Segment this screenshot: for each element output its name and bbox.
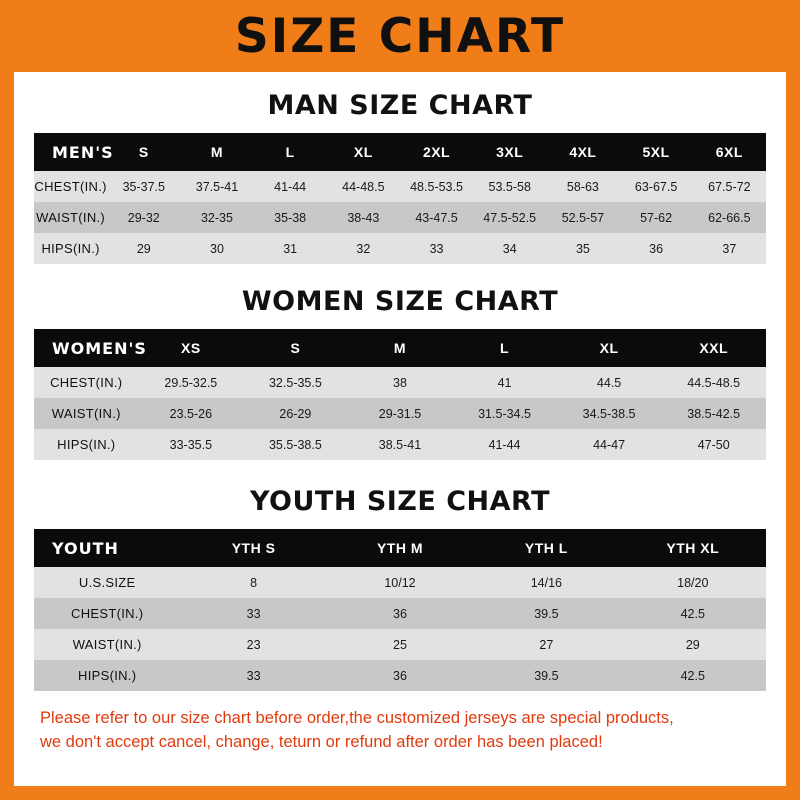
- youth-corner-label: YOUTH: [52, 538, 119, 558]
- men-r2-c4: 33: [429, 241, 444, 256]
- men-r2-c7: 36: [649, 241, 664, 256]
- women-corner-label: WOMEN'S: [52, 338, 147, 358]
- footer-note: [40, 707, 760, 755]
- men-r0-c6: 58-63: [566, 179, 599, 194]
- youth-r1-c1: 36: [393, 606, 407, 621]
- men-col-4: 2XL: [422, 144, 451, 160]
- women-r2-c2: 38.5-41: [378, 437, 422, 452]
- men-r2-c3: 32: [356, 241, 371, 256]
- men-r1-c7: 57-62: [640, 210, 673, 225]
- table-row: [34, 171, 766, 202]
- women-col-0: XS: [181, 340, 201, 356]
- youth-size-table: [34, 529, 766, 691]
- men-r0-c2: 41-44: [274, 179, 307, 194]
- youth-r1-c3: 42.5: [680, 606, 705, 621]
- youth-r1-c2: 39.5: [534, 606, 559, 621]
- men-col-5: 3XL: [496, 144, 524, 160]
- men-table-head: [34, 133, 766, 171]
- men-r1-c6: 52.5-57: [561, 210, 605, 225]
- youth-r3-c2: 39.5: [534, 668, 559, 683]
- men-r1-c4: 43-47.5: [415, 210, 458, 225]
- men-col-0: S: [138, 144, 149, 160]
- women-col-5: XXL: [699, 340, 729, 356]
- table-row: [34, 598, 766, 629]
- men-r2-c8: 37: [722, 241, 737, 256]
- women-r0-c4: 44.5: [596, 375, 622, 390]
- women-size-table: [34, 329, 766, 460]
- women-col-1: S: [290, 340, 301, 356]
- men-header-row: [34, 133, 766, 171]
- women-header-row: [34, 329, 766, 367]
- men-r0-c1: 37.5-41: [195, 179, 239, 194]
- men-r2-c6: 35: [575, 241, 590, 256]
- youth-row-2-label: WAIST(IN.): [72, 637, 142, 652]
- men-r2-c2: 31: [283, 241, 298, 256]
- youth-col-3: YTH XL: [666, 540, 720, 556]
- women-row-2-label: HIPS(IN.): [57, 437, 116, 452]
- men-r2-c0: 29: [136, 241, 151, 256]
- women-col-3: L: [500, 340, 510, 356]
- youth-r2-c3: 29: [685, 637, 700, 652]
- table-row: [34, 398, 766, 429]
- youth-row-0-label: U.S.SIZE: [78, 575, 136, 590]
- youth-row-3-label: HIPS(IN.): [78, 668, 137, 683]
- women-col-4: XL: [599, 340, 619, 356]
- men-table-body: [34, 171, 766, 264]
- women-r2-c4: 44-47: [593, 437, 626, 452]
- men-r2-c5: 34: [502, 241, 517, 256]
- youth-section-title: YOUTH SIZE CHART: [249, 486, 551, 517]
- men-col-1: M: [210, 144, 224, 160]
- women-table-body: [34, 367, 766, 460]
- men-r0-c0: 35-37.5: [122, 179, 165, 194]
- women-r1-c2: 29-31.5: [378, 406, 422, 421]
- bottom-border-bar: [0, 786, 800, 800]
- table-row: [34, 233, 766, 264]
- women-r1-c5: 38.5-42.5: [687, 406, 741, 421]
- men-r0-c8: 67.5-72: [708, 179, 751, 194]
- youth-r0-c1: 10/12: [384, 575, 416, 590]
- youth-row-1-label: CHEST(IN.): [71, 606, 144, 621]
- youth-r3-c0: 33: [246, 668, 261, 683]
- content: [14, 90, 786, 755]
- men-row-0-label: CHEST(IN.): [34, 179, 107, 194]
- men-col-6: 4XL: [569, 144, 597, 160]
- men-r1-c2: 35-38: [274, 210, 307, 225]
- men-r0-c7: 63-67.5: [634, 179, 678, 194]
- youth-r1-c0: 33: [246, 606, 261, 621]
- youth-table-head: [34, 529, 766, 567]
- men-row-2-label: HIPS(IN.): [41, 241, 100, 256]
- women-r1-c4: 34.5-38.5: [582, 406, 636, 421]
- men-r1-c0: 29-32: [127, 210, 160, 225]
- youth-col-1: YTH M: [376, 540, 423, 556]
- men-r0-c4: 48.5-53.5: [410, 179, 463, 194]
- youth-col-2: YTH L: [524, 540, 568, 556]
- women-col-2: M: [393, 340, 407, 356]
- women-r0-c1: 32.5-35.5: [268, 375, 322, 390]
- men-r1-c3: 38-43: [347, 210, 380, 225]
- women-r2-c5: 47-50: [697, 437, 730, 452]
- women-r1-c1: 26-29: [279, 406, 312, 421]
- footer-note-line-2: we don't accept cancel, change, teturn or refund after order has been placed!: [40, 732, 603, 751]
- men-corner-label: MEN'S: [52, 142, 114, 162]
- youth-r2-c1: 25: [393, 637, 407, 652]
- table-row: [34, 567, 766, 598]
- men-r0-c5: 53.5-58: [488, 179, 531, 194]
- table-row: [34, 367, 766, 398]
- banner: [0, 0, 800, 72]
- men-r1-c1: 32-35: [200, 210, 233, 225]
- women-r0-c0: 29.5-32.5: [164, 375, 218, 390]
- youth-r2-c0: 23: [246, 637, 261, 652]
- men-col-7: 5XL: [642, 144, 670, 160]
- women-r0-c3: 41: [497, 375, 512, 390]
- youth-r0-c2: 14/16: [530, 575, 562, 590]
- women-r1-c3: 31.5-34.5: [478, 406, 531, 421]
- table-row: [34, 629, 766, 660]
- youth-r2-c2: 27: [539, 637, 554, 652]
- youth-r0-c3: 18/20: [677, 575, 709, 590]
- men-col-2: L: [285, 144, 295, 160]
- youth-r3-c3: 42.5: [680, 668, 705, 683]
- men-size-table: [34, 133, 766, 264]
- women-table-head: [34, 329, 766, 367]
- women-row-0-label: CHEST(IN.): [50, 375, 123, 390]
- women-section-title: WOMEN SIZE CHART: [241, 286, 559, 317]
- man-section-title: MAN SIZE CHART: [267, 90, 533, 121]
- men-r1-c5: 47.5-52.5: [483, 210, 537, 225]
- youth-header-row: [34, 529, 766, 567]
- men-col-3: XL: [353, 144, 373, 160]
- page-title: SIZE CHART: [234, 8, 566, 64]
- women-r1-c0: 23.5-26: [169, 406, 213, 421]
- men-r1-c8: 62-66.5: [708, 210, 751, 225]
- women-row-1-label: WAIST(IN.): [51, 406, 121, 421]
- women-r0-c5: 44.5-48.5: [687, 375, 741, 390]
- men-r2-c1: 30: [210, 241, 224, 256]
- youth-col-0: YTH S: [231, 540, 276, 556]
- men-r0-c3: 44-48.5: [342, 179, 385, 194]
- youth-r3-c1: 36: [393, 668, 407, 683]
- women-r2-c0: 33-35.5: [169, 437, 213, 452]
- table-row: [34, 660, 766, 691]
- women-r2-c1: 35.5-38.5: [268, 437, 322, 452]
- table-row: [34, 202, 766, 233]
- youth-table-body: [34, 567, 766, 691]
- table-row: [34, 429, 766, 460]
- footer-note-line-1: Please refer to our size chart before order,the customized jerseys are special products,: [40, 709, 674, 727]
- women-r0-c2: 38: [393, 375, 407, 390]
- youth-r0-c0: 8: [250, 575, 258, 590]
- women-r2-c3: 41-44: [488, 437, 521, 452]
- men-row-1-label: WAIST(IN.): [36, 210, 106, 225]
- men-col-8: 6XL: [715, 144, 743, 160]
